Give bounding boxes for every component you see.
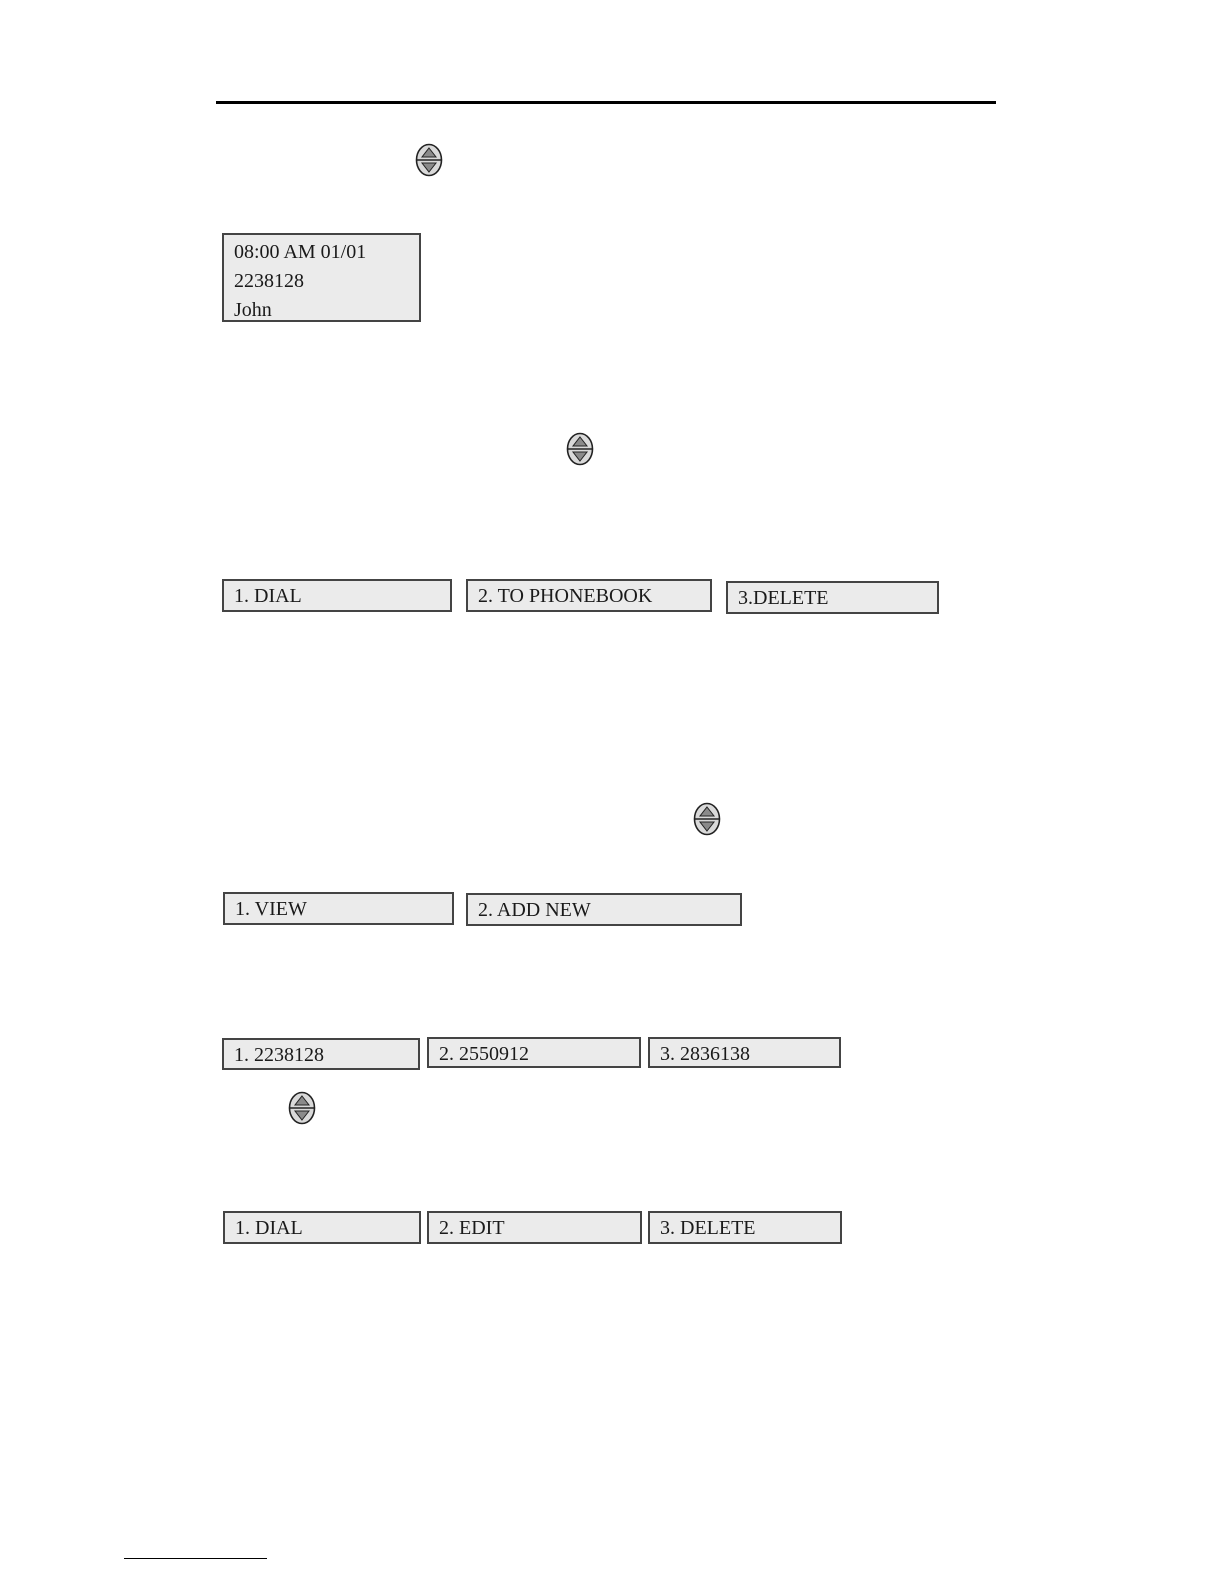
menu-option-delete: 3.DELETE [726, 581, 939, 614]
footer-rule [124, 1558, 267, 1559]
menu-option-dial: 1. DIAL [222, 579, 452, 612]
menu-option-delete: 3. DELETE [648, 1211, 842, 1244]
up-down-navigation-icon [288, 1091, 316, 1125]
phonebook-entry: 2. 2550912 [427, 1037, 641, 1068]
display-time-date: 08:00 AM 01/01 [234, 241, 367, 263]
menu-option-dial: 1. DIAL [223, 1211, 421, 1244]
up-down-navigation-icon [415, 143, 443, 177]
menu-option-edit: 2. EDIT [427, 1211, 642, 1244]
menu-option-add-new: 2. ADD NEW [466, 893, 742, 926]
menu-option-to-phonebook: 2. TO PHONEBOOK [466, 579, 712, 612]
display-number: 2238128 [234, 270, 304, 292]
menu-option-view: 1. VIEW [223, 892, 454, 925]
up-down-navigation-icon [693, 802, 721, 836]
header-rule [216, 101, 996, 104]
phonebook-entry: 1. 2238128 [222, 1038, 420, 1070]
up-down-navigation-icon [566, 432, 594, 466]
phonebook-entry: 3. 2836138 [648, 1037, 841, 1068]
display-name: John [234, 299, 272, 321]
caller-id-display [222, 233, 421, 322]
